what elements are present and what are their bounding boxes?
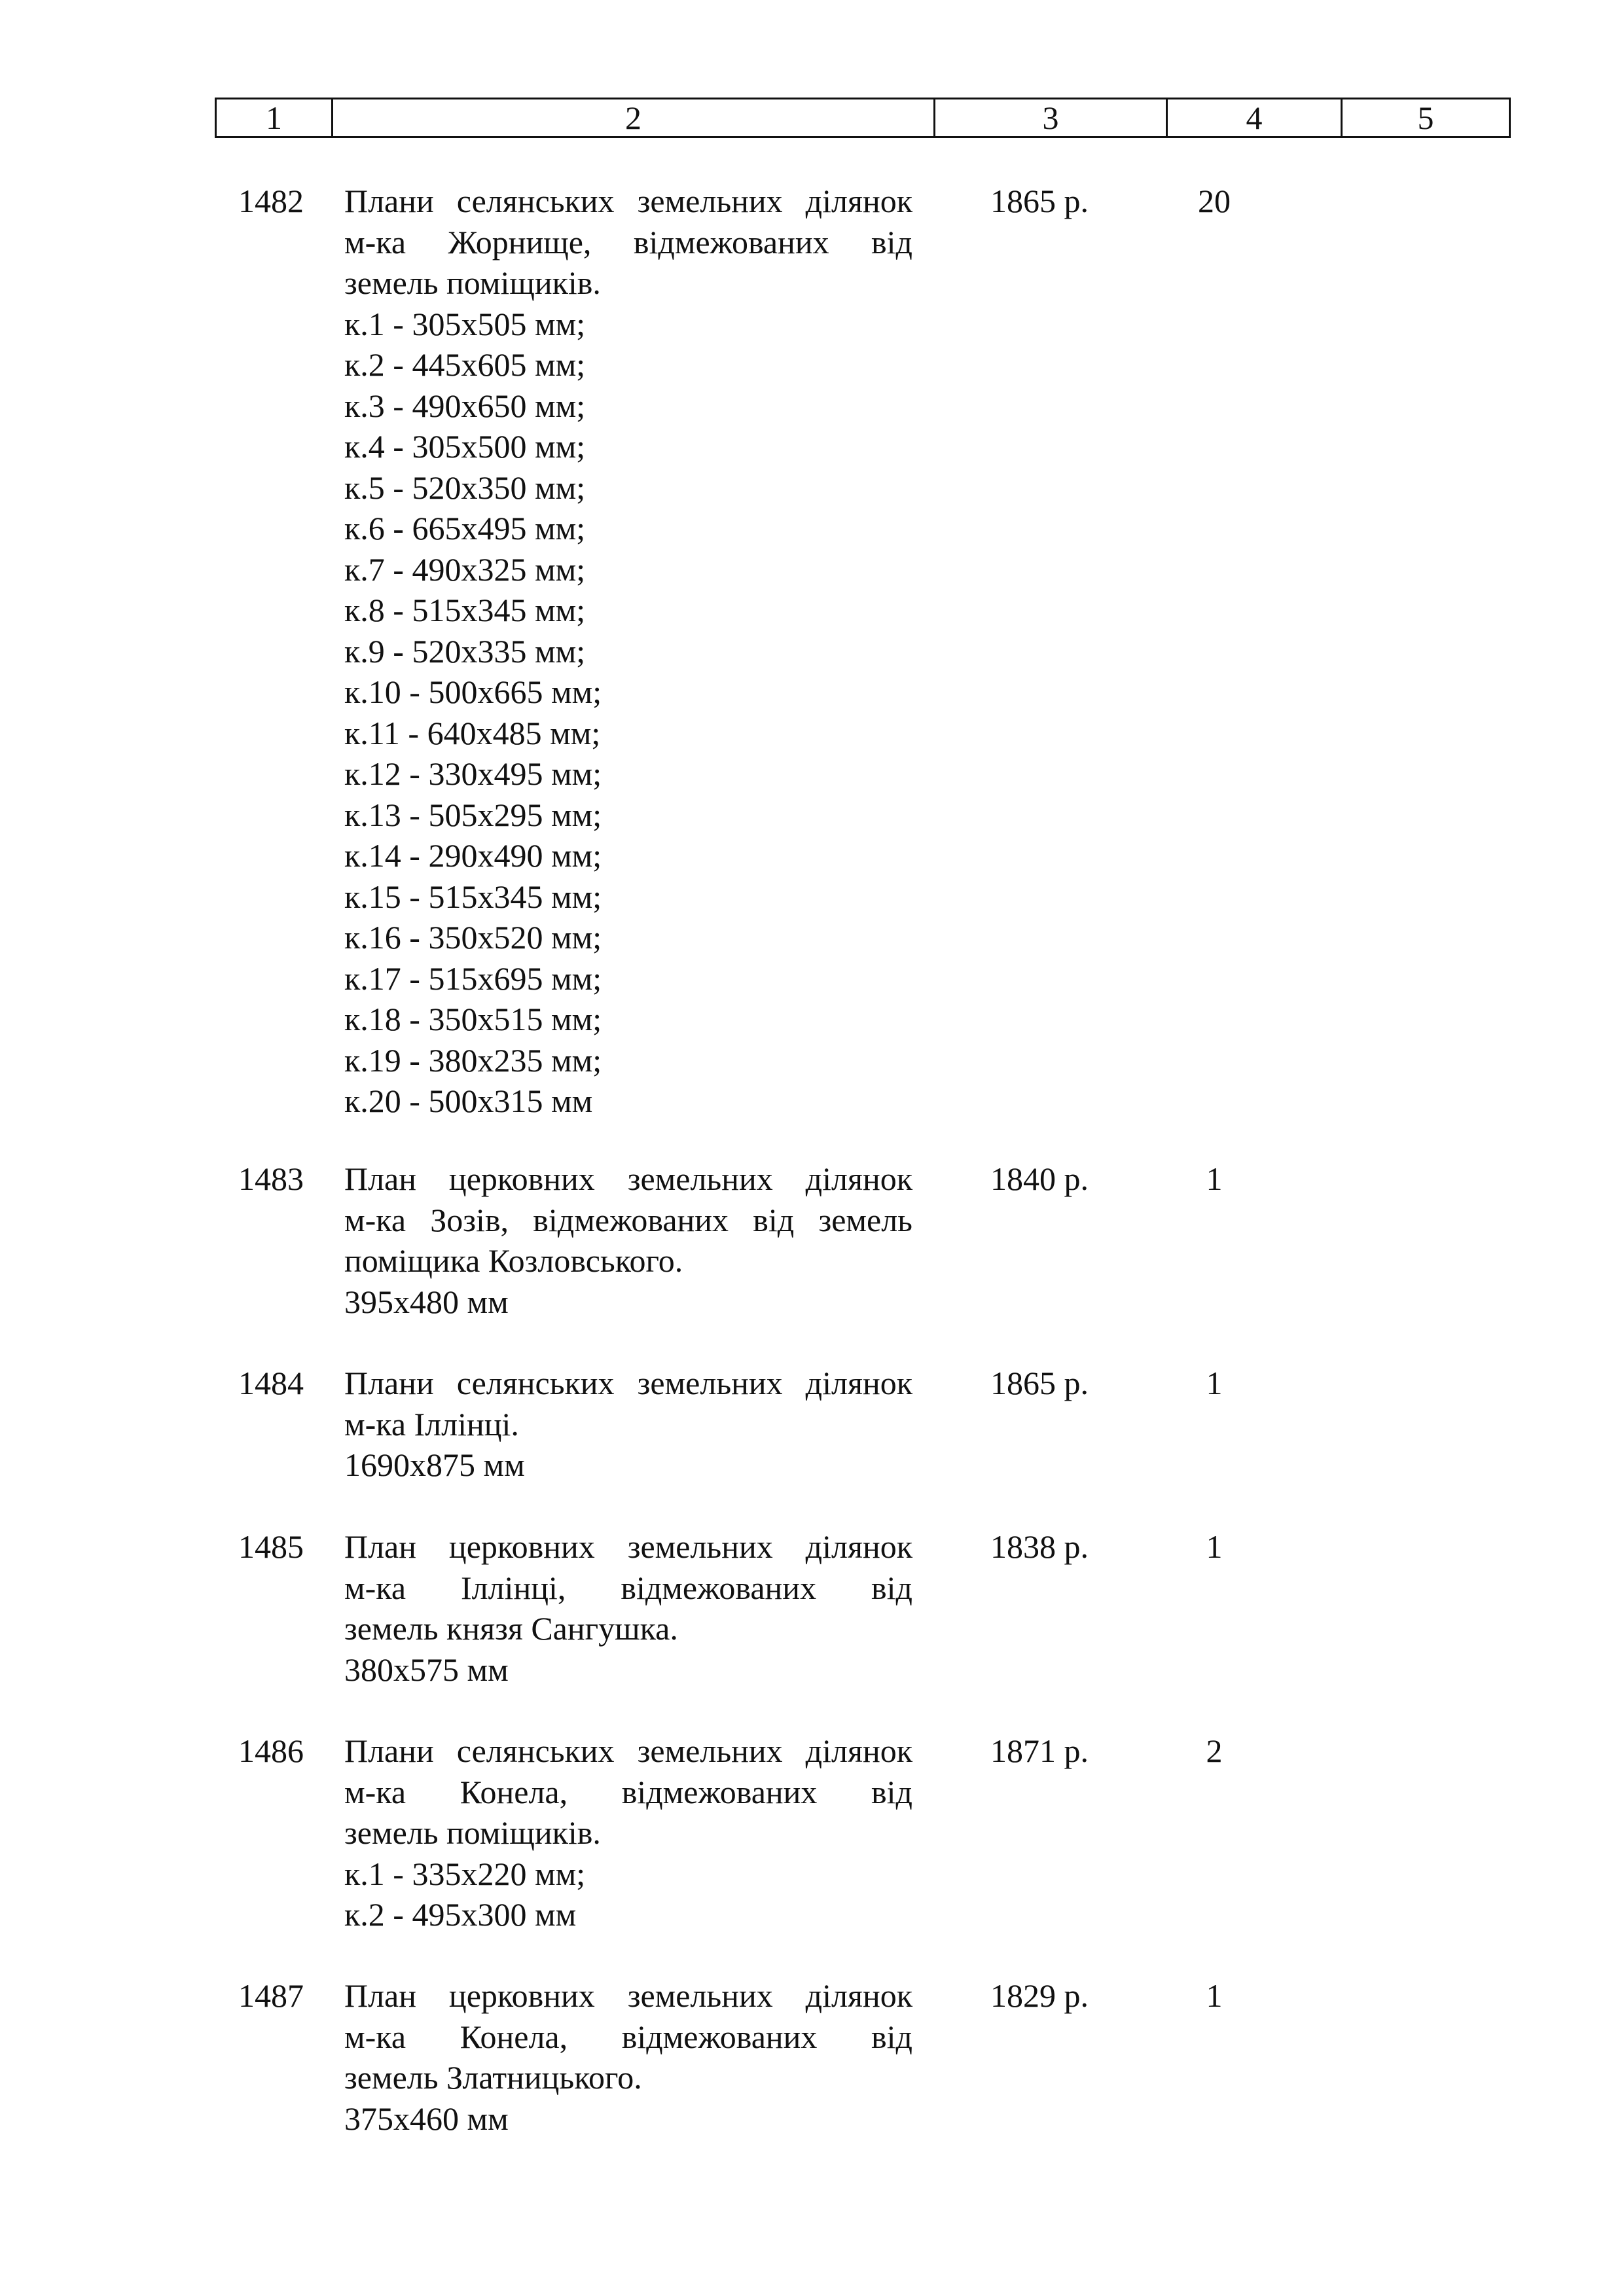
entry-quantity: 1 bbox=[1206, 1528, 1223, 1565]
entry-date: 1865 р. bbox=[990, 183, 1089, 219]
column-header-3: 3 bbox=[935, 99, 1167, 137]
entry-date: 1829 р. bbox=[990, 1977, 1089, 2014]
entry-quantity: 2 bbox=[1206, 1732, 1223, 1769]
entry-quantity: 1 bbox=[1206, 1160, 1223, 1197]
sheet-size-line: к.2 - 445х605 мм; bbox=[344, 346, 586, 383]
entry-number: 1486 bbox=[238, 1732, 304, 1769]
description-line: м-ка Іллінці. bbox=[344, 1405, 519, 1443]
column-header-row bbox=[216, 99, 1510, 137]
sheet-size-line: к.3 - 490х650 мм; bbox=[344, 387, 586, 424]
column-header-2: 2 bbox=[333, 99, 935, 137]
sheet-size-line: к.17 - 515х695 мм; bbox=[344, 960, 602, 997]
description-line: м-ка Жорнище, відмежованих від bbox=[344, 223, 912, 260]
description-line: земель поміщиків. bbox=[344, 1814, 601, 1851]
sheet-size-line: 395х480 мм bbox=[344, 1283, 509, 1320]
sheet-size-line: к.1 - 335х220 мм; bbox=[344, 1855, 586, 1892]
description-line: План церковних земельних ділянок bbox=[344, 1977, 912, 2014]
description-line: м-ка Зозів, відмежованих від земель bbox=[344, 1201, 912, 1238]
entry-number: 1487 bbox=[238, 1977, 304, 2014]
entry-description bbox=[344, 181, 912, 1122]
description-line: Плани селянських земельних ділянок bbox=[344, 1732, 912, 1769]
entry-date: 1871 р. bbox=[990, 1732, 1089, 1769]
sheet-size-line: к.11 - 640х485 мм; bbox=[344, 714, 601, 751]
sheet-size-line: к.14 - 290х490 мм; bbox=[344, 837, 602, 874]
sheet-size-line: к.7 - 490х325 мм; bbox=[344, 550, 586, 588]
description-line: поміщика Козловського. bbox=[344, 1242, 683, 1279]
entry-number: 1485 bbox=[238, 1528, 304, 1565]
entry-number: 1483 bbox=[238, 1160, 304, 1197]
sheet-size-line: к.15 - 515х345 мм; bbox=[344, 878, 602, 915]
entry-description bbox=[344, 1158, 912, 1322]
sheet-size-line: к.20 - 500х315 мм bbox=[344, 1083, 593, 1119]
sheet-size-line: к.1 - 305х505 мм; bbox=[344, 305, 586, 342]
entry-description bbox=[344, 1526, 912, 1690]
description-line: Плани селянських земельних ділянок bbox=[344, 1365, 912, 1401]
entry-quantity: 20 bbox=[1198, 183, 1231, 219]
sheet-size-line: к.5 - 520х350 мм; bbox=[344, 469, 586, 506]
sheet-size-line: к.16 - 350х520 мм; bbox=[344, 919, 602, 956]
entry-number: 1484 bbox=[238, 1365, 304, 1401]
entry-quantity: 1 bbox=[1206, 1977, 1223, 2014]
entry-quantity: 1 bbox=[1206, 1365, 1223, 1401]
entry-description bbox=[344, 1363, 912, 1486]
entry-number: 1482 bbox=[238, 183, 304, 219]
entry-date: 1865 р. bbox=[990, 1365, 1089, 1401]
entry-date: 1838 р. bbox=[990, 1528, 1089, 1565]
sheet-size-line: к.13 - 505х295 мм; bbox=[344, 796, 602, 833]
description-line: м-ка Конела, відмежованих від bbox=[344, 1773, 912, 1810]
sheet-size-line: к.4 - 305х500 мм; bbox=[344, 428, 586, 465]
column-header-4: 4 bbox=[1167, 99, 1342, 137]
entry-description bbox=[344, 1731, 912, 1935]
sheet-size-line: к.9 - 520х335 мм; bbox=[344, 632, 586, 670]
description-line: Плани селянських земельних ділянок bbox=[344, 183, 912, 219]
sheet-size-line: к.6 - 665х495 мм; bbox=[344, 510, 586, 547]
sheet-size-line: 380х575 мм bbox=[344, 1651, 509, 1688]
description-line: План церковних земельних ділянок bbox=[344, 1528, 912, 1565]
sheet-size-line: к.18 - 350х515 мм; bbox=[344, 1001, 602, 1037]
column-header-table bbox=[215, 98, 1511, 138]
sheet-size-line: к.19 - 380х235 мм; bbox=[344, 1041, 602, 1079]
column-header-5: 5 bbox=[1342, 99, 1510, 137]
column-header-1: 1 bbox=[216, 99, 333, 137]
description-line: земель Златницького. bbox=[344, 2059, 642, 2096]
sheet-size-line: к.8 - 515х345 мм; bbox=[344, 592, 586, 628]
entry-date: 1840 р. bbox=[990, 1160, 1089, 1197]
description-line: земель князя Сангушка. bbox=[344, 1610, 678, 1647]
description-line: м-ка Конела, відмежованих від bbox=[344, 2018, 912, 2055]
sheet-size-line: 375х460 мм bbox=[344, 2100, 509, 2137]
description-line: земель поміщиків. bbox=[344, 264, 601, 301]
sheet-size-line: к.2 - 495х300 мм bbox=[344, 1896, 577, 1933]
description-line: м-ка Іллінці, відмежованих від bbox=[344, 1569, 912, 1606]
sheet-size-line: 1690х875 мм bbox=[344, 1446, 525, 1483]
sheet-size-line: к.10 - 500х665 мм; bbox=[344, 673, 602, 710]
entry-description bbox=[344, 1975, 912, 2139]
description-line: План церковних земельних ділянок bbox=[344, 1160, 912, 1197]
sheet-size-line: к.12 - 330х495 мм; bbox=[344, 755, 602, 792]
